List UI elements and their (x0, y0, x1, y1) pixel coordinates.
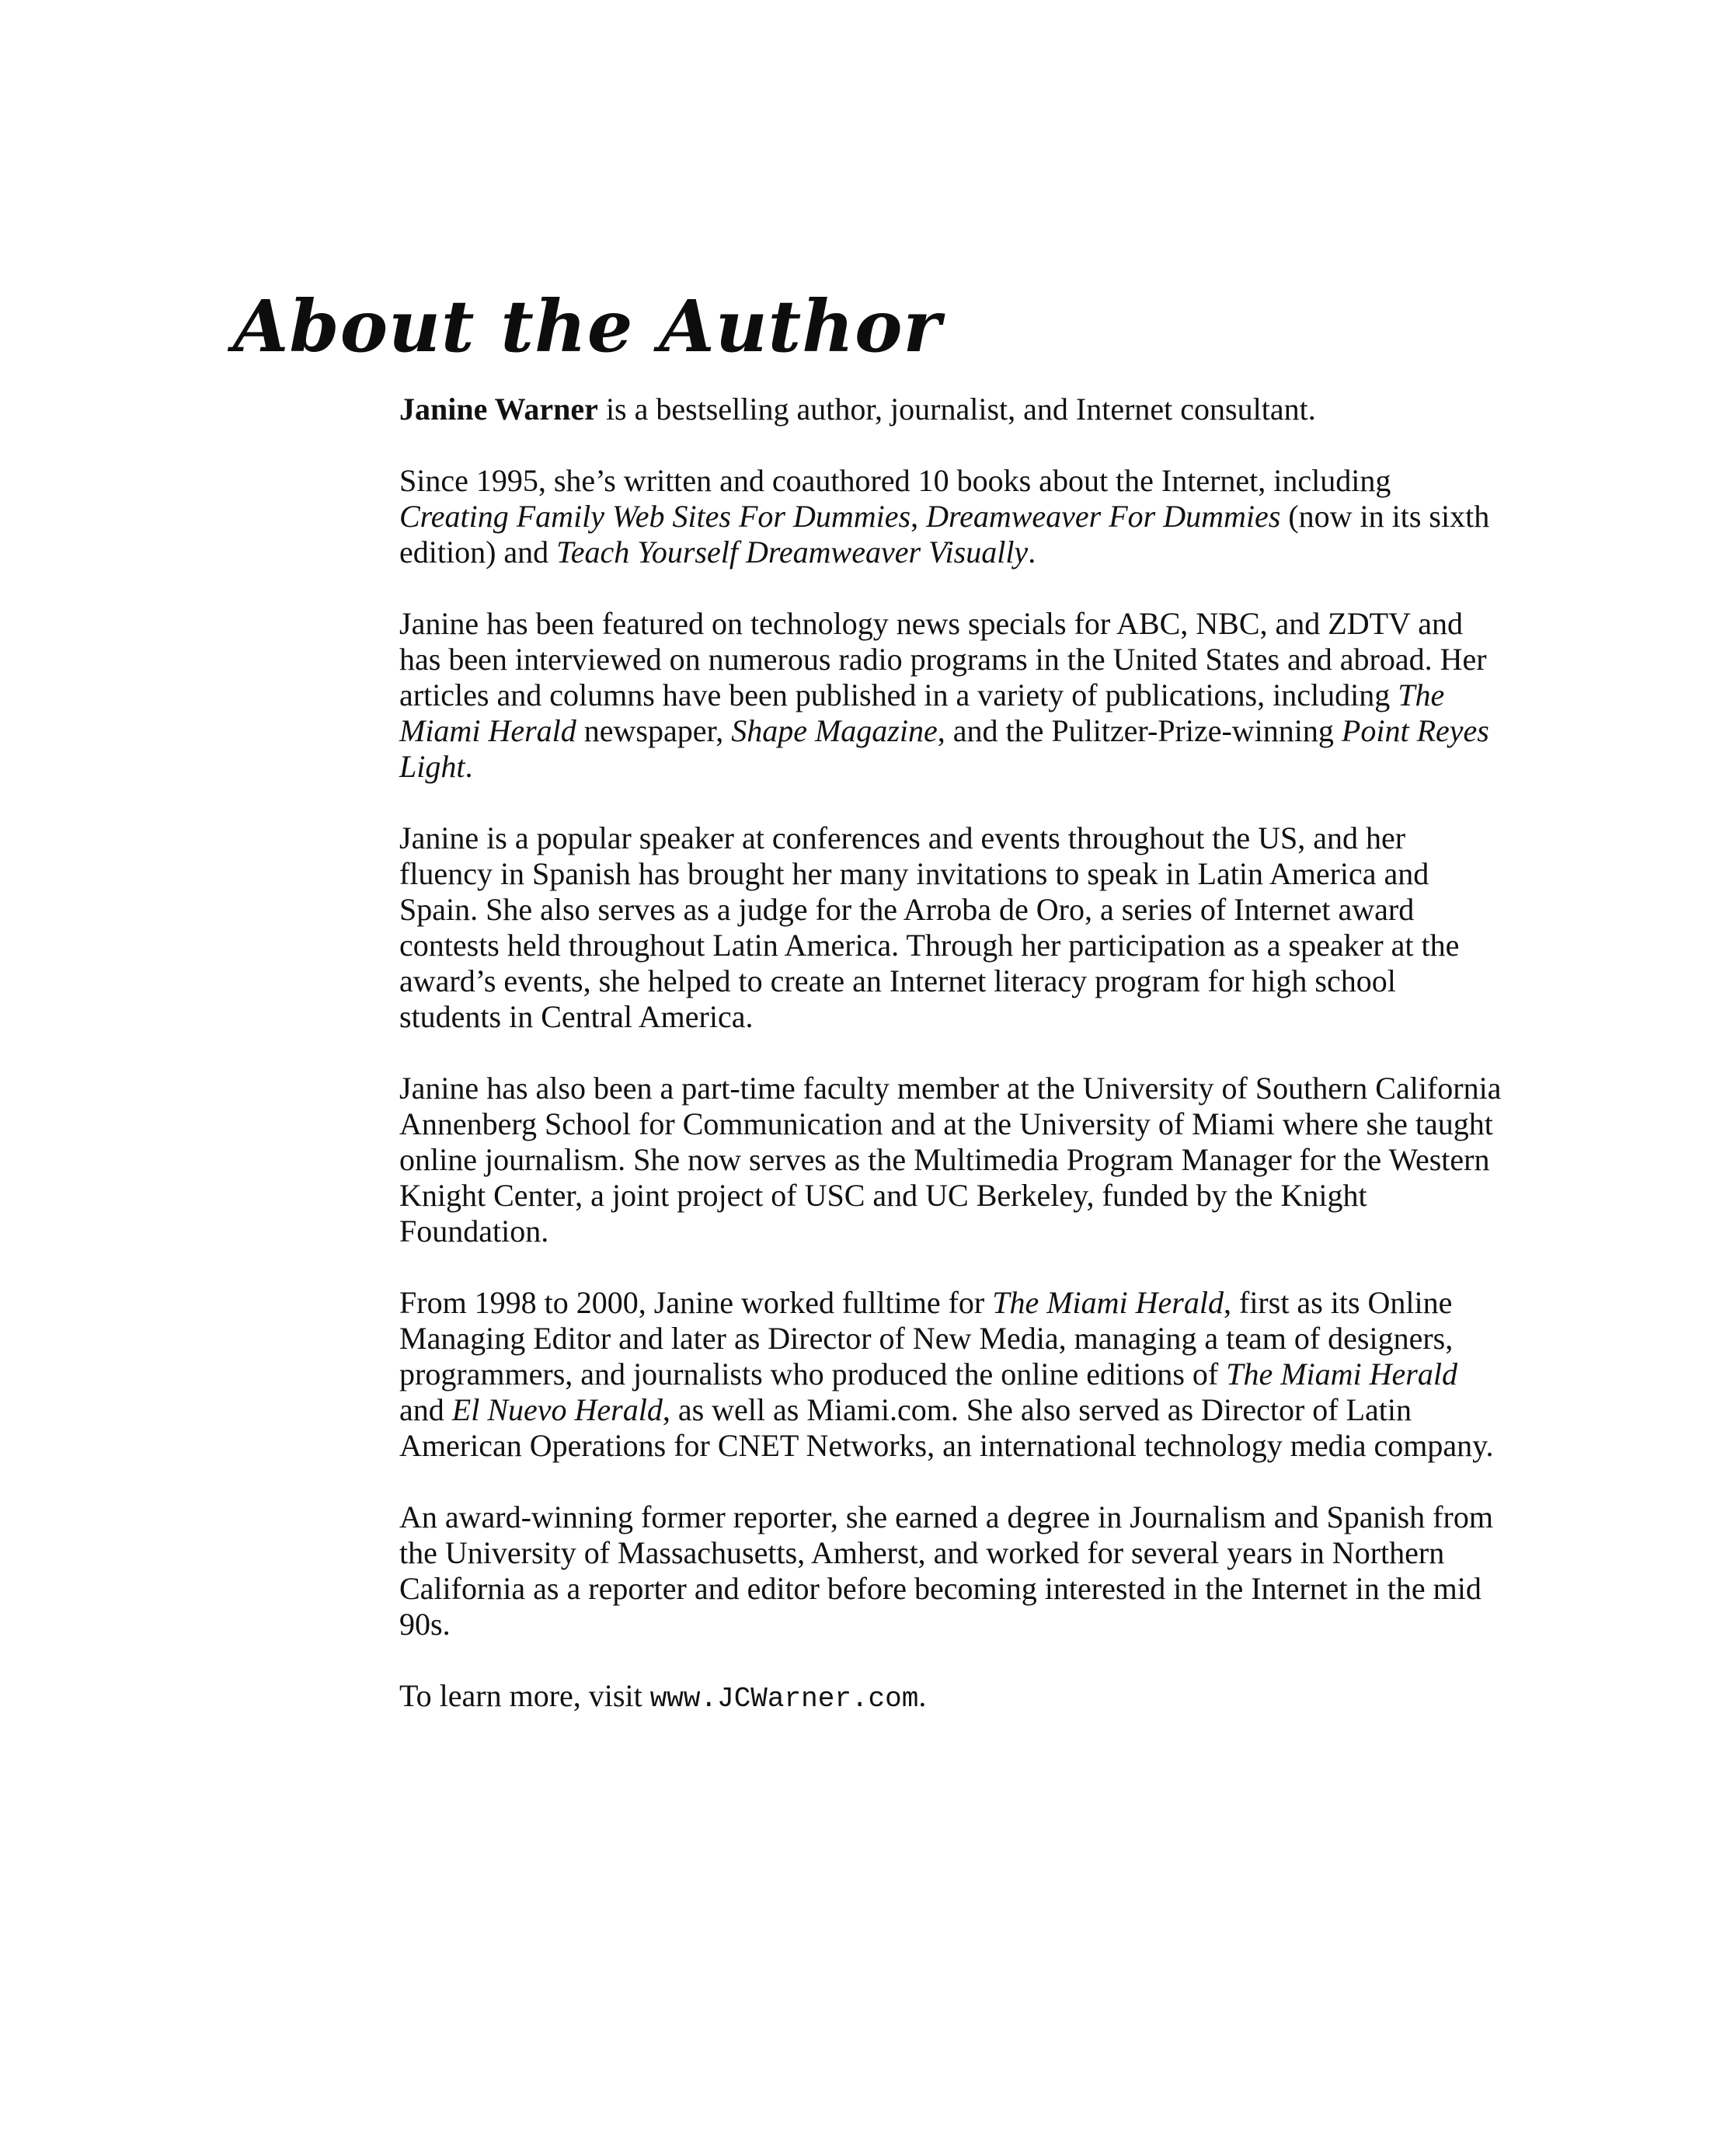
publication-miami-herald: The Miami Herald (399, 677, 1445, 748)
media-text-4: . (465, 749, 473, 784)
page-title: About the Author (233, 284, 942, 368)
book-title-family-web-sites: Creating Family Web Sites For Dummies (399, 499, 911, 534)
herald-text-4: , as well as Miami.com. She also served as Director of Latin American Operations for CNET Networks, an international technology media company. (399, 1392, 1494, 1463)
books-text-3: (now in its sixth edition) and (399, 499, 1490, 569)
herald-text-3: and (399, 1392, 452, 1427)
publication-point-reyes-light: Point Reyes Light (399, 713, 1489, 784)
publication-miami-herald-3: The Miami Herald (1226, 1357, 1457, 1391)
bio-paragraph-books (399, 463, 1502, 570)
books-text-4: . (1028, 535, 1036, 569)
bio-paragraph-education: An award-winning former reporter, she earned a degree in Journalism and Spanish from the University of Massachusetts, Amherst, and worked for several years in Northern California as a reporter and editor before becoming interested in the Internet in the mid 90s. (399, 1499, 1493, 1642)
website-url: www.JCWarner.com (649, 1683, 919, 1715)
website-text-1: To learn more, visit (399, 1678, 650, 1713)
bio-paragraph-intro (399, 392, 1502, 427)
bio-paragraph-website (399, 1678, 1502, 1717)
author-name: Janine Warner (399, 392, 598, 427)
book-title-dreamweaver-for-dummies: Dreamweaver For Dummies (926, 499, 1281, 534)
media-text-1: Janine has been featured on technology news specials for ABC, NBC, and ZDTV and has been interviewed on numerous radio programs in the United States and abroad. Her articles and columns have been published in a variety of publications, including (399, 606, 1487, 712)
books-text-2: , (910, 499, 927, 534)
publication-el-nuevo-herald: El Nuevo Herald (451, 1392, 663, 1427)
bio-paragraph-media (399, 606, 1502, 785)
author-bio (399, 392, 1502, 1753)
website-text-2: . (918, 1678, 927, 1713)
bio-paragraph-miami-herald (399, 1285, 1502, 1464)
publication-shape-magazine: Shape Magazine (731, 713, 938, 748)
herald-text-1: From 1998 to 2000, Janine worked fulltime for (399, 1285, 993, 1320)
books-text-1: Since 1995, she’s written and coauthored 10 books about the Internet, including (399, 463, 1391, 498)
publication-miami-herald-2: The Miami Herald (992, 1285, 1224, 1320)
book-title-teach-yourself-dreamweaver: Teach Yourself Dreamweaver Visually (556, 535, 1029, 569)
media-text-3: , and the Pulitzer-Prize-winning (937, 713, 1342, 748)
herald-text-2: , first as its Online Managing Editor and later as Director of New Media, managing a team of designers, programmers, and journalists who produced the online editions of (399, 1285, 1454, 1391)
bio-paragraph-faculty: Janine has also been a part-time faculty member at the University of Southern California Annenberg School for Communication and at the University of Miami where she taught online journalism. She now serves as the Multimedia Program Manager for the Western Knight Center, a joint project of USC and UC Berkeley, funded by the Knight Foundation. (399, 1071, 1502, 1249)
intro-text: is a bestselling author, journalist, and Internet consultant. (597, 392, 1316, 427)
bio-paragraph-speaker: Janine is a popular speaker at conferences and events throughout the US, and her fluency in Spanish has brought her many invitations to speak in Latin America and Spain. She also serves as a judge for the Arroba de Oro, a series of Internet award contests held throughout Latin America. Through her participation as a speaker at the award’s events, she helped to create an Internet literacy program for high school students in Central America. (399, 820, 1460, 1034)
media-text-2: newspaper, (576, 713, 732, 748)
